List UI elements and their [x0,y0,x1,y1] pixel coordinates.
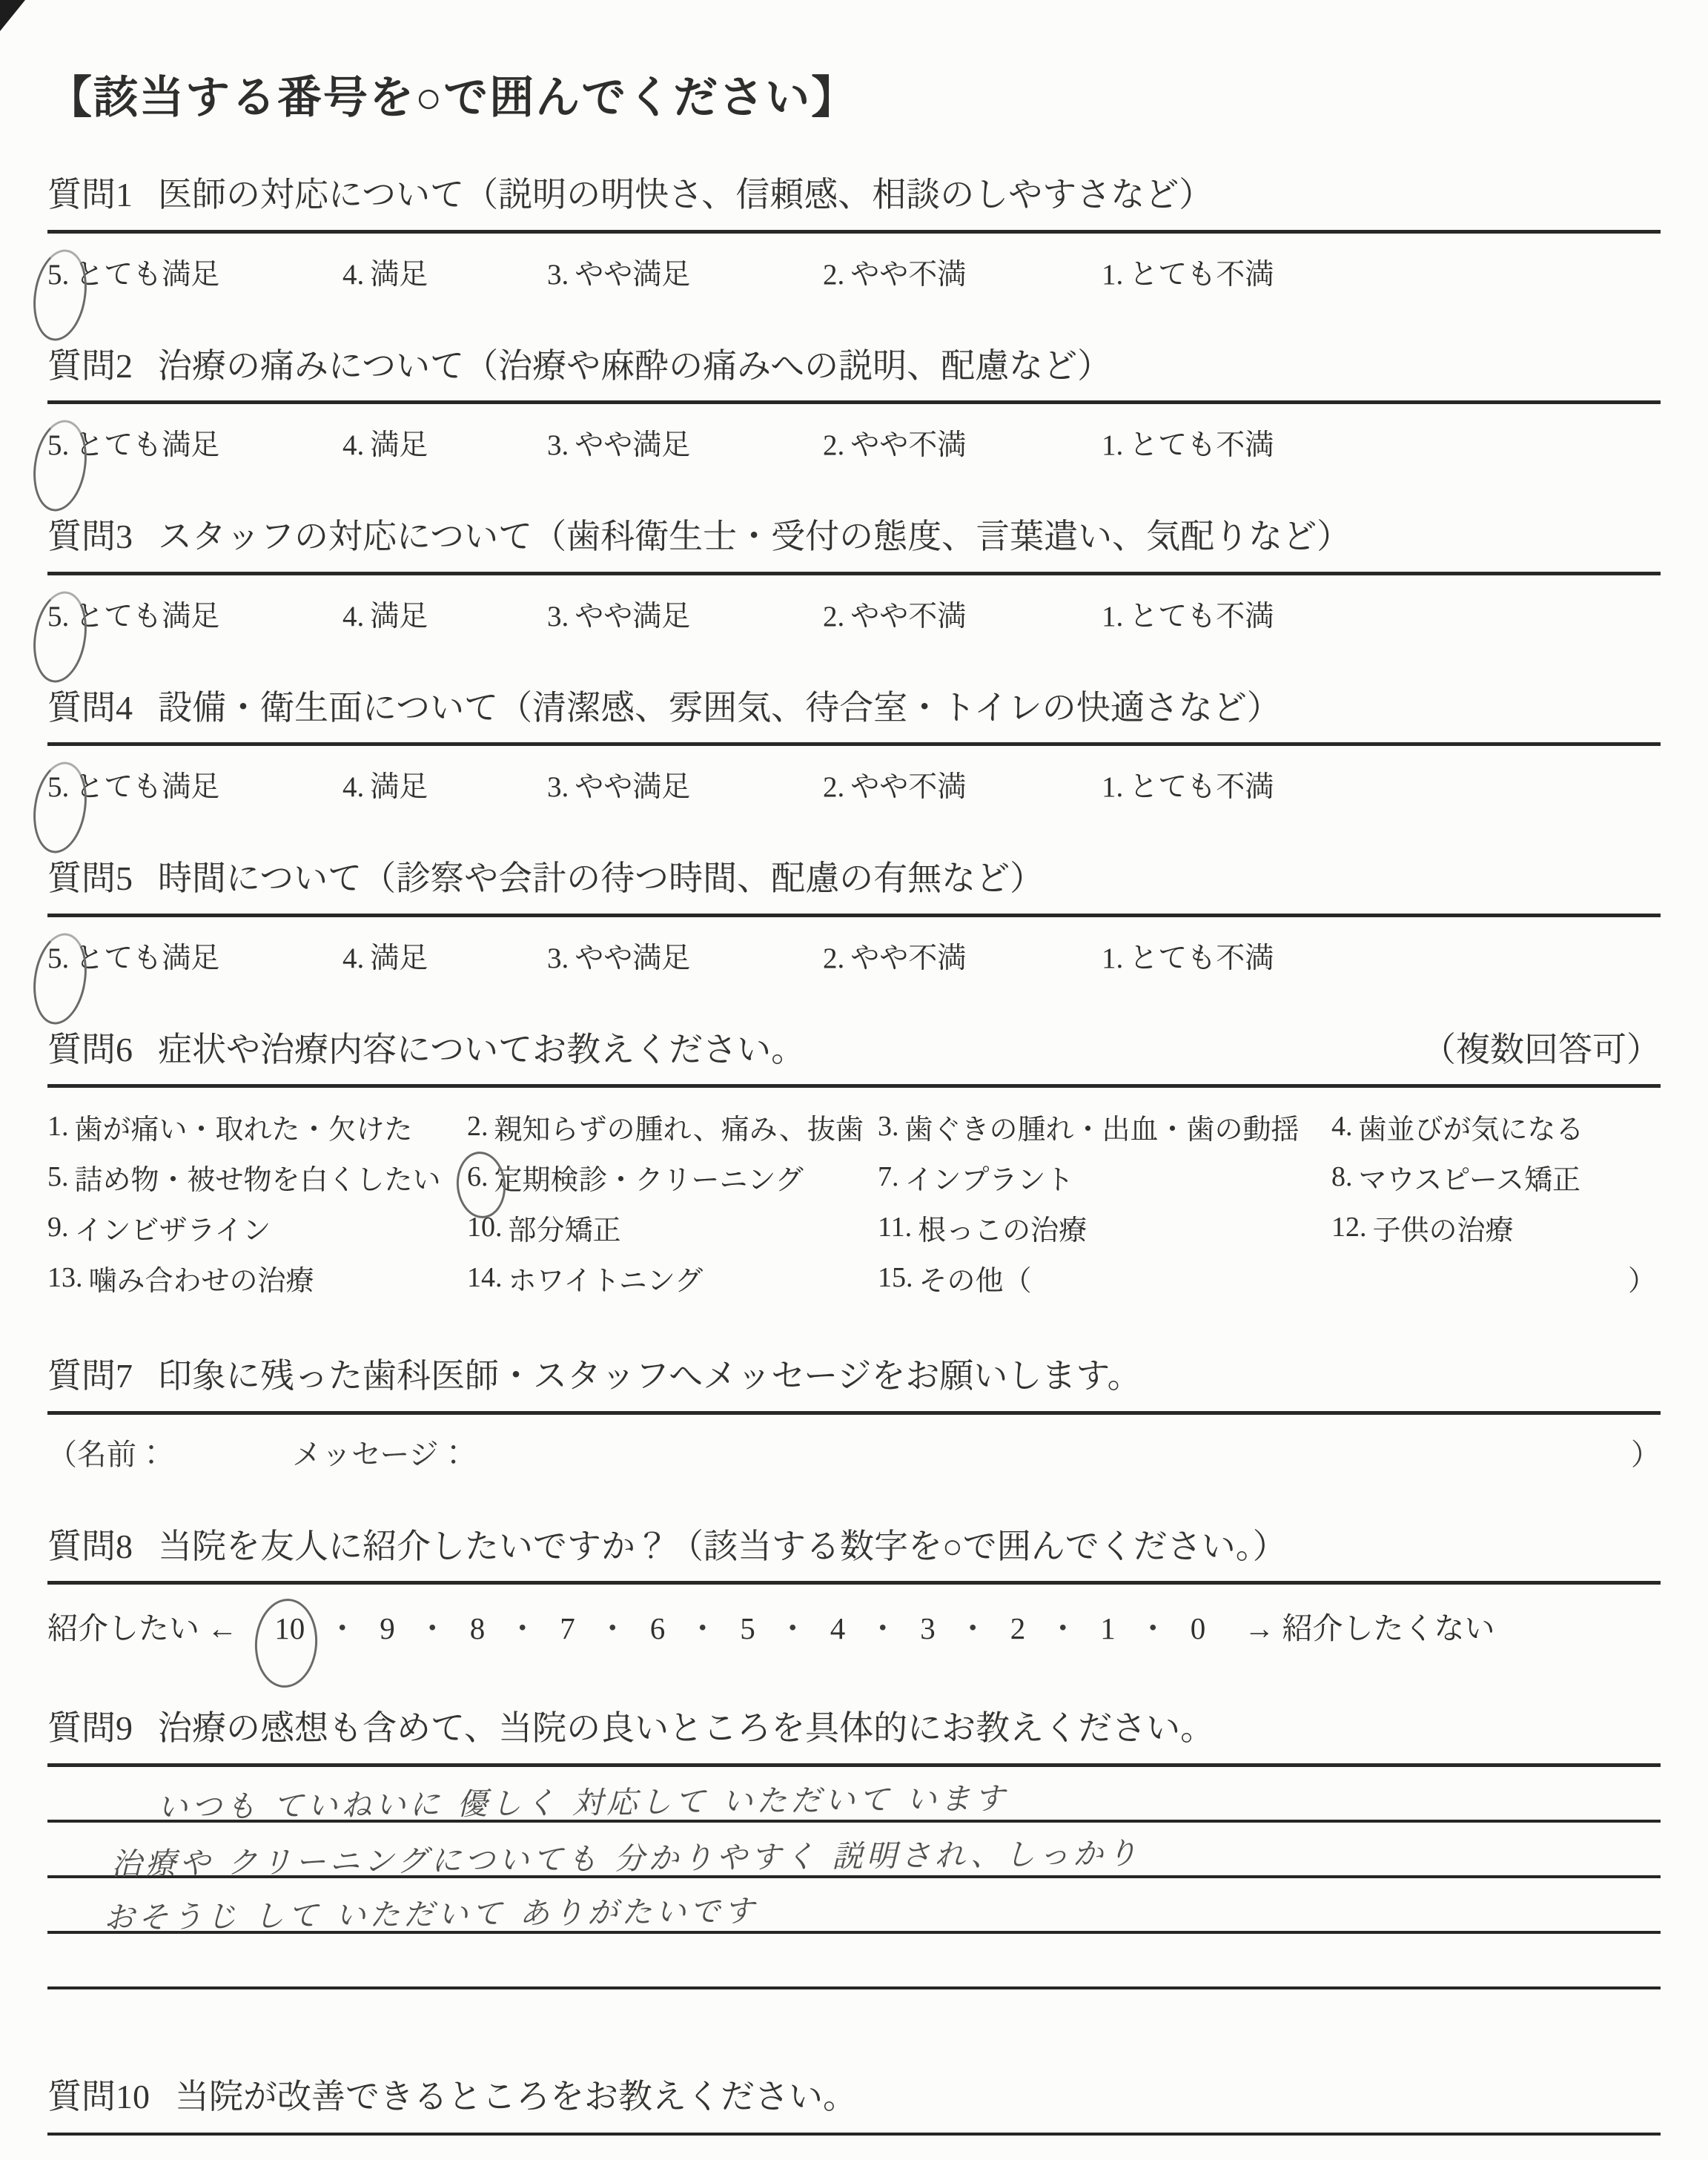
question-title: 当院が改善できるところをお教えください。 [175,2077,857,2116]
option-number: 3. [547,600,569,633]
nps-value: 8 [469,1611,486,1645]
option-label: 満足 [370,942,428,974]
option-label: インプラント [904,1164,1074,1196]
nps-right-label: → 紹介したくない [1244,1611,1495,1645]
option-number: 4. [342,942,365,974]
rating-option [47,935,342,977]
symptom-option [47,1202,467,1252]
option-number: 2. [823,429,845,461]
option-number: 3. [878,1111,899,1142]
option-number: 4. [342,429,365,461]
option-label: 噛み合わせの治療 [88,1265,314,1297]
option-number: 2. [823,258,845,291]
handwritten-response-line: おそうじ して いただいて ありがたいです [103,1892,758,1935]
option-number: 3. [547,771,569,803]
nps-separator: ・ [687,1611,718,1645]
symptom-option [467,1202,878,1252]
option-number: 5. [47,600,70,633]
rating-options [47,251,1661,293]
symptom-option [878,1152,1331,1202]
option-label: とても満足 [75,942,220,974]
rating-option [1102,422,1274,463]
question-header [47,515,1661,575]
message-field-row [47,1431,1661,1473]
option-number: 12. [1331,1212,1367,1243]
rating-options [47,593,1661,635]
nps-value: 10 [274,1611,305,1645]
rating-option [823,422,1102,463]
option-label: やや不満 [850,429,967,461]
option-number: 1. [1102,600,1124,633]
question-10 [47,2075,1661,2160]
nps-separator: ・ [777,1611,808,1645]
rating-option [823,935,1102,977]
option-label: ホワイトニング [508,1265,704,1297]
nps-separator: ・ [597,1611,628,1645]
option-number: 2. [823,771,845,803]
option-number: 5. [47,429,70,461]
rating-option [1102,593,1274,635]
option-number: 7. [878,1161,899,1192]
question-title: 症状や治療内容についてお教えください。 [158,1030,806,1069]
option-number: 6. [467,1161,489,1192]
option-label: やや満足 [575,258,691,291]
rating-options [47,764,1661,805]
option-label: 満足 [370,600,428,633]
nps-value: 4 [830,1611,846,1645]
answer-line [47,2136,1661,2160]
question-5 [47,857,1661,977]
question-2 [47,345,1661,464]
question-number: 質問2 [47,346,133,385]
option-label: インビザライン [74,1215,271,1246]
question-title: 印象に残った歯科医師・スタッフへメッセージをお願いします。 [158,1357,1142,1395]
rating-options [47,422,1661,463]
rating-option [342,593,547,635]
nps-value: 9 [380,1611,395,1645]
rating-option [823,593,1102,635]
option-label: マウスピース矯正 [1358,1164,1580,1196]
question-number: 質問9 [47,1709,133,1747]
rating-option [547,251,823,293]
option-label: 親知らずの腫れ、痛み、抜歯 [494,1114,864,1146]
option-number: 9. [47,1212,69,1243]
rating-option [1102,935,1274,977]
rating-option [1102,764,1274,805]
rating-option [47,593,342,635]
option-label: とても不満 [1129,771,1274,803]
question-title: 当院を友人に紹介したいですか？（該当する数字を○で囲んでください。） [158,1527,1287,1565]
option-number: 15. [878,1262,913,1293]
question-title: スタッフの対応について（歯科衛生士・受付の態度、言葉遣い、気配りなど） [158,518,1351,555]
option-label: やや満足 [575,771,691,803]
question-number: 質問7 [47,1357,133,1395]
question-number: 質問3 [47,518,133,555]
option-number: 13. [47,1262,83,1293]
nps-left-label: 紹介したい ← [47,1611,238,1645]
question-title: 治療の感想も含めて、当院の良いところを具体的にお教えください。 [158,1709,1215,1747]
nps-separator: ・ [507,1611,538,1645]
answer-line [47,1767,1661,1823]
nps-separator: ・ [957,1611,988,1645]
symptom-option [878,1252,1331,1303]
option-number: 2. [823,942,845,974]
nps-separator: ・ [867,1611,898,1645]
closing-paren: ） [1631,1437,1661,1471]
option-number: 1. [1102,258,1124,291]
nps-value: 1 [1100,1611,1116,1645]
option-label: 歯ぐきの腫れ・出血・歯の動揺 [904,1114,1300,1146]
option-number: 3. [547,942,569,974]
symptom-option [467,1252,878,1303]
nps-separator: ・ [417,1611,448,1645]
nps-value: 6 [649,1611,666,1645]
option-label: 満足 [370,429,428,461]
option-label: その他（ [918,1265,1032,1297]
option-label: とても不満 [1129,600,1274,633]
name-field-label: （名前： [47,1437,166,1471]
rating-option [342,251,547,293]
question-number: 質問10 [47,2077,150,2116]
symptom-option [47,1152,467,1202]
question-header [47,2075,1661,2136]
option-label: とても満足 [75,771,220,803]
rating-option [823,764,1102,805]
nps-scale [47,1604,1661,1648]
question-number: 質問4 [47,688,133,727]
option-label: 定期検診・クリーニング [494,1164,804,1196]
option-label: やや不満 [850,258,967,291]
rating-option [547,935,823,977]
question-number: 質問6 [47,1030,133,1069]
scan-artifact [0,0,25,31]
question-header [47,345,1661,405]
option-number: 3. [547,258,569,291]
page-title: 【該当する番号を○で囲んでください】 [47,73,858,122]
message-field-label: メッセージ： [292,1437,469,1471]
option-number: 1. [47,1111,69,1142]
answer-line [47,1823,1661,1882]
symptom-option [878,1101,1331,1152]
option-number: 4. [342,771,365,803]
other-close-paren: ） [1627,1265,1656,1297]
handwritten-response-line: いつも ていねいに 優しく 対応して いただいて います [156,1780,1009,1825]
option-label: とても不満 [1129,942,1274,974]
nps-separator: ・ [1047,1611,1079,1645]
question-number: 質問1 [47,176,133,214]
option-number: 5. [47,258,70,291]
rating-option [342,764,547,805]
option-label: 歯並びが気になる [1358,1114,1584,1146]
rating-option [342,935,547,977]
nps-value: 5 [740,1611,755,1645]
option-label: とても不満 [1129,258,1274,291]
question-3 [47,515,1661,635]
multi-answer-note: （複数回答可） [1422,1030,1661,1069]
question-4 [47,687,1661,806]
option-label: 満足 [370,258,428,291]
option-label: 子供の治療 [1372,1215,1514,1246]
handwritten-response-line: 治療や クリーニングについても 分かりやすく 説明され、しっかり [110,1834,1142,1882]
option-number: 2. [823,600,845,633]
option-label: やや不満 [850,771,967,803]
question-header [47,857,1661,917]
option-number: 4. [342,258,365,291]
option-label: 満足 [370,771,428,803]
option-number: 4. [342,600,365,633]
option-number: 1. [1102,429,1124,461]
question-header [47,1028,1661,1089]
option-number: 5. [47,771,70,803]
nps-value: 2 [1010,1611,1026,1645]
option-label: 根っこの治療 [918,1215,1088,1246]
option-label: やや不満 [850,600,967,633]
option-label: 詰め物・被せ物を白くしたい [74,1164,441,1196]
option-label: やや満足 [575,942,691,974]
question-title: 医師の対応について（説明の明快さ、信頼感、相談のしやすさなど） [158,176,1214,214]
option-number: 10. [467,1212,503,1243]
question-9 [47,1707,1661,1989]
question-number: 質問8 [47,1527,133,1565]
symptom-option [1331,1202,1661,1252]
question-8 [47,1525,1661,1648]
option-number: 8. [1331,1161,1353,1192]
question-title: 治療の痛みについて（治療や麻酔の痛みへの説明、配慮など） [158,346,1112,385]
option-label: やや満足 [575,600,691,633]
rating-options [47,935,1661,977]
nps-separator: ・ [327,1611,358,1645]
option-label: とても不満 [1129,429,1274,461]
question-7 [47,1355,1661,1473]
rating-option [1102,251,1274,293]
symptom-option [878,1202,1331,1252]
option-label: やや満足 [575,429,691,461]
option-number: 3. [547,429,569,461]
option-number: 1. [1102,942,1124,974]
nps-separator: ・ [1137,1611,1168,1645]
option-label: 部分矯正 [508,1215,621,1246]
question-header [47,174,1661,234]
symptom-option [1331,1152,1661,1202]
question-header [47,1525,1661,1585]
option-label: とても満足 [75,258,220,291]
answer-line [47,1878,1661,1934]
symptom-option [467,1152,878,1202]
option-label: 歯が痛い・取れた・欠けた [74,1114,413,1146]
symptom-options [47,1101,1661,1303]
answer-line [47,1934,1661,1989]
question-title: 設備・衛生面について（清潔感、雰囲気、待合室・トイレの快適さなど） [158,688,1281,727]
option-number: 14. [467,1262,503,1293]
rating-option [342,422,547,463]
question-title: 時間について（診察や会計の待つ時間、配慮の有無など） [158,859,1045,897]
option-number: 5. [47,942,70,974]
symptom-option [47,1101,467,1152]
option-number: 2. [467,1111,489,1142]
nps-value: 0 [1190,1611,1206,1645]
option-label: やや不満 [850,942,967,974]
option-label: とても満足 [75,600,220,633]
question-header [47,687,1661,747]
symptom-option [47,1252,467,1303]
question-header [47,1355,1661,1415]
nps-value: 7 [560,1611,575,1645]
rating-option [47,764,342,805]
symptom-option [1331,1101,1661,1152]
rating-option [547,764,823,805]
nps-value: 3 [920,1611,936,1645]
option-number: 5. [47,1161,69,1192]
question-header [47,1707,1661,1767]
option-number: 4. [1331,1111,1353,1142]
option-number: 1. [1102,771,1124,803]
question-number: 質問5 [47,859,133,897]
rating-option [47,251,342,293]
rating-option [547,422,823,463]
option-number: 11. [878,1212,913,1243]
option-label: とても満足 [75,429,220,461]
rating-option [547,593,823,635]
rating-option [47,422,342,463]
rating-option [823,251,1102,293]
question-6 [47,1028,1661,1304]
symptom-option [467,1101,878,1152]
question-1 [47,174,1661,293]
